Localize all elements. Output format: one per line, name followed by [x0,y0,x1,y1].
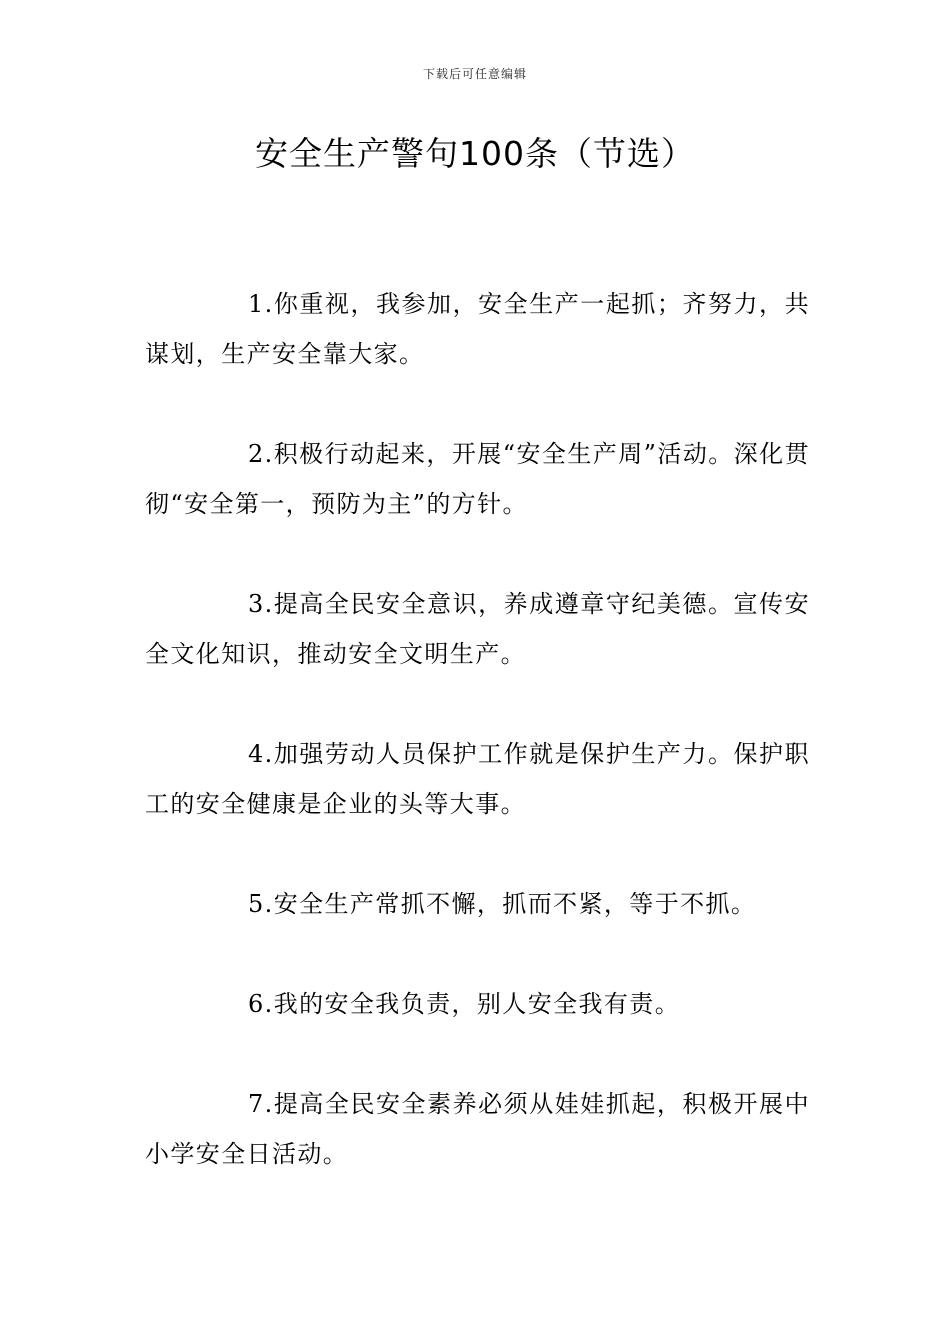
slogan-item: 1.你重视，我参加，安全生产一起抓；齐努力，共谋划，生产安全靠大家。 [145,290,810,368]
slogan-item: 4.加强劳动人员保护工作就是保护生产力。保护职工的安全健康是企业的头等大事。 [145,740,810,818]
page-title: 安全生产警句100条（节选） [255,134,695,173]
slogan-item: 3.提高全民安全意识，养成遵章守纪美德。宣传安全文化知识，推动安全文明生产。 [145,590,810,668]
header-note: 下载后可任意编辑 [422,67,527,81]
slogan-list [145,279,810,1229]
slogan-item: 7.提高全民安全素养必须从娃娃抓起，积极开展中小学安全日活动。 [145,1090,810,1168]
slogan-item: 2.积极行动起来，开展“安全生产周”活动。深化贯彻“安全第一，预防为主”的方针。 [145,440,810,518]
slogan-item: 5.安全生产常抓不懈，抓而不紧，等于不抓。 [248,890,757,918]
slogan-item: 6.我的安全我负责，别人安全我有责。 [248,990,681,1018]
